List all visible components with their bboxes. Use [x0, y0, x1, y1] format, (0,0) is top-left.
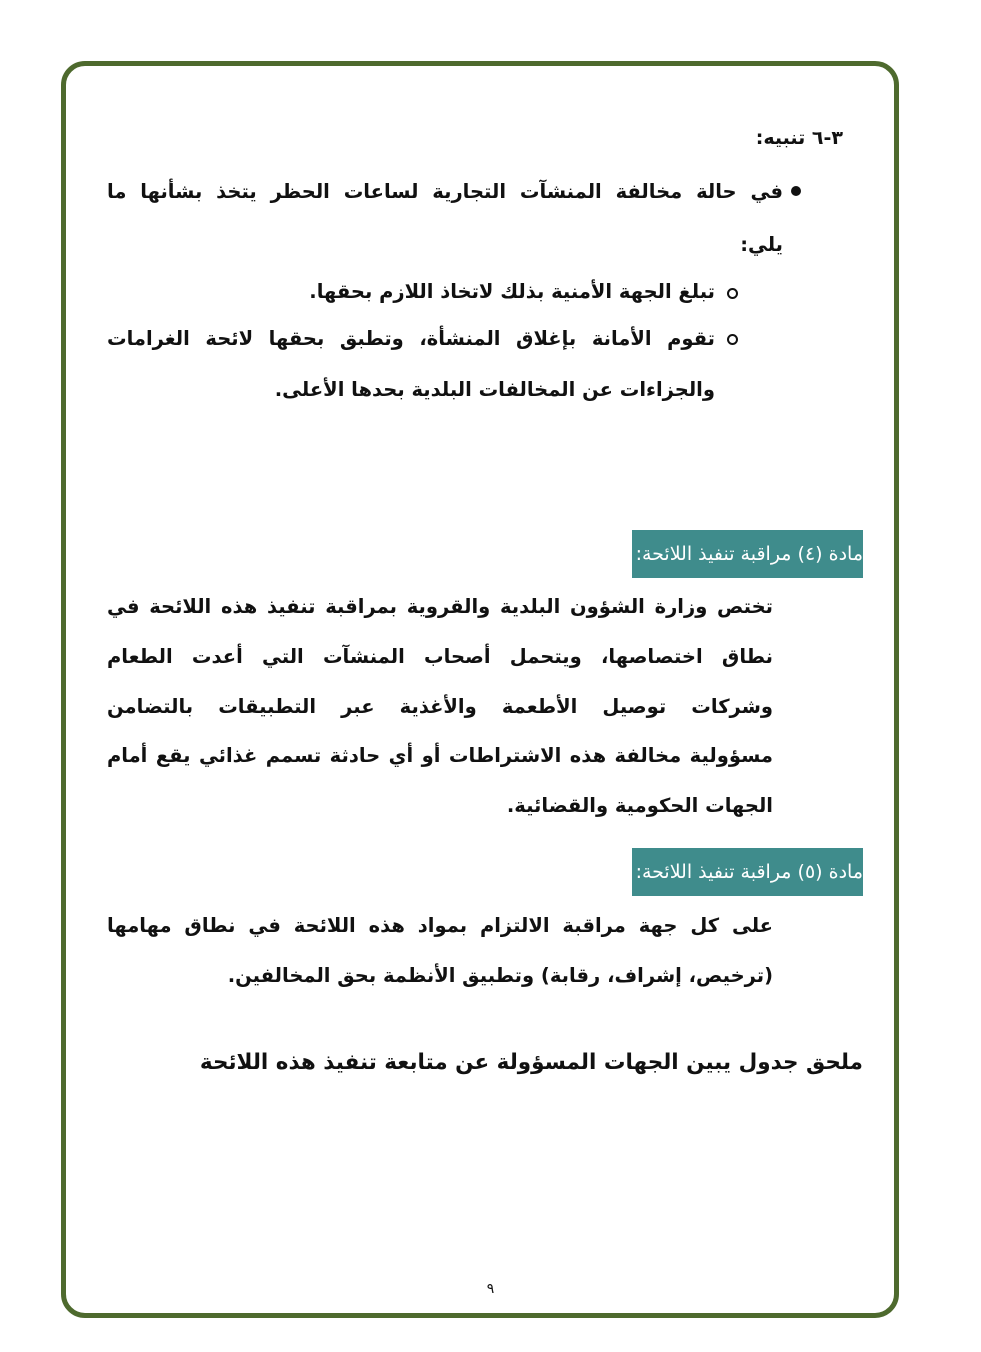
article-5-header: مادة (٥) مراقبة تنفيذ اللائحة: — [632, 848, 863, 896]
sub-item-2-line-2: والجزاءات عن المخالفات البلدية بحدها الأعلى. — [274, 378, 715, 401]
appendix-title: ملحق جدول يبين الجهات المسؤولة عن متابعة تنفيذ هذه اللائحة — [199, 1050, 863, 1075]
article-4-line-1: تختص وزارة الشؤون البلدية والقروية بمراقبة تنفيذ هذه اللائحة في — [107, 595, 773, 618]
article-5-line-2: (ترخيص، إشراف، رقابة) وتطبيق الأنظمة بحق المخالفين. — [227, 964, 773, 987]
article-4-header: مادة (٤) مراقبة تنفيذ اللائحة: — [632, 530, 863, 578]
bullet-icon — [791, 186, 801, 196]
article-4-line-3: وشركات توصيل الأطعمة والأغذية عبر التطبيقات بالتضامن — [107, 695, 773, 718]
circle-bullet-icon — [727, 334, 738, 345]
bullet-text-line-1: في حالة مخالفة المنشآت التجارية لساعات الحظر يتخذ بشأنها ما — [107, 180, 783, 203]
article-4-line-5: الجهات الحكومية والقضائية. — [506, 794, 773, 817]
bullet-text-line-2: يلي: — [740, 233, 783, 256]
article-5-line-1: على كل جهة مراقبة الالتزام بمواد هذه اللائحة في نطاق مهامها — [107, 914, 773, 937]
circle-bullet-icon — [727, 288, 738, 299]
section-title: ٣-٦ تنبيه: — [755, 127, 843, 149]
sub-item-1-line-1: تبلغ الجهة الأمنية بذلك لاتخاذ اللازم بحقها. — [309, 280, 715, 303]
page-number: ٩ — [486, 1281, 495, 1297]
sub-item-2-line-1: تقوم الأمانة بإغلاق المنشأة، وتطبق بحقها لائحة الغرامات — [107, 327, 715, 350]
article-4-line-2: نطاق اختصاصها، ويتحمل أصحاب المنشآت التي أعدت الطعام — [107, 645, 773, 668]
article-4-line-4: مسؤولية مخالفة هذه الاشتراطات أو أي حادثة تسمم غذائي يقع أمام — [107, 744, 773, 767]
